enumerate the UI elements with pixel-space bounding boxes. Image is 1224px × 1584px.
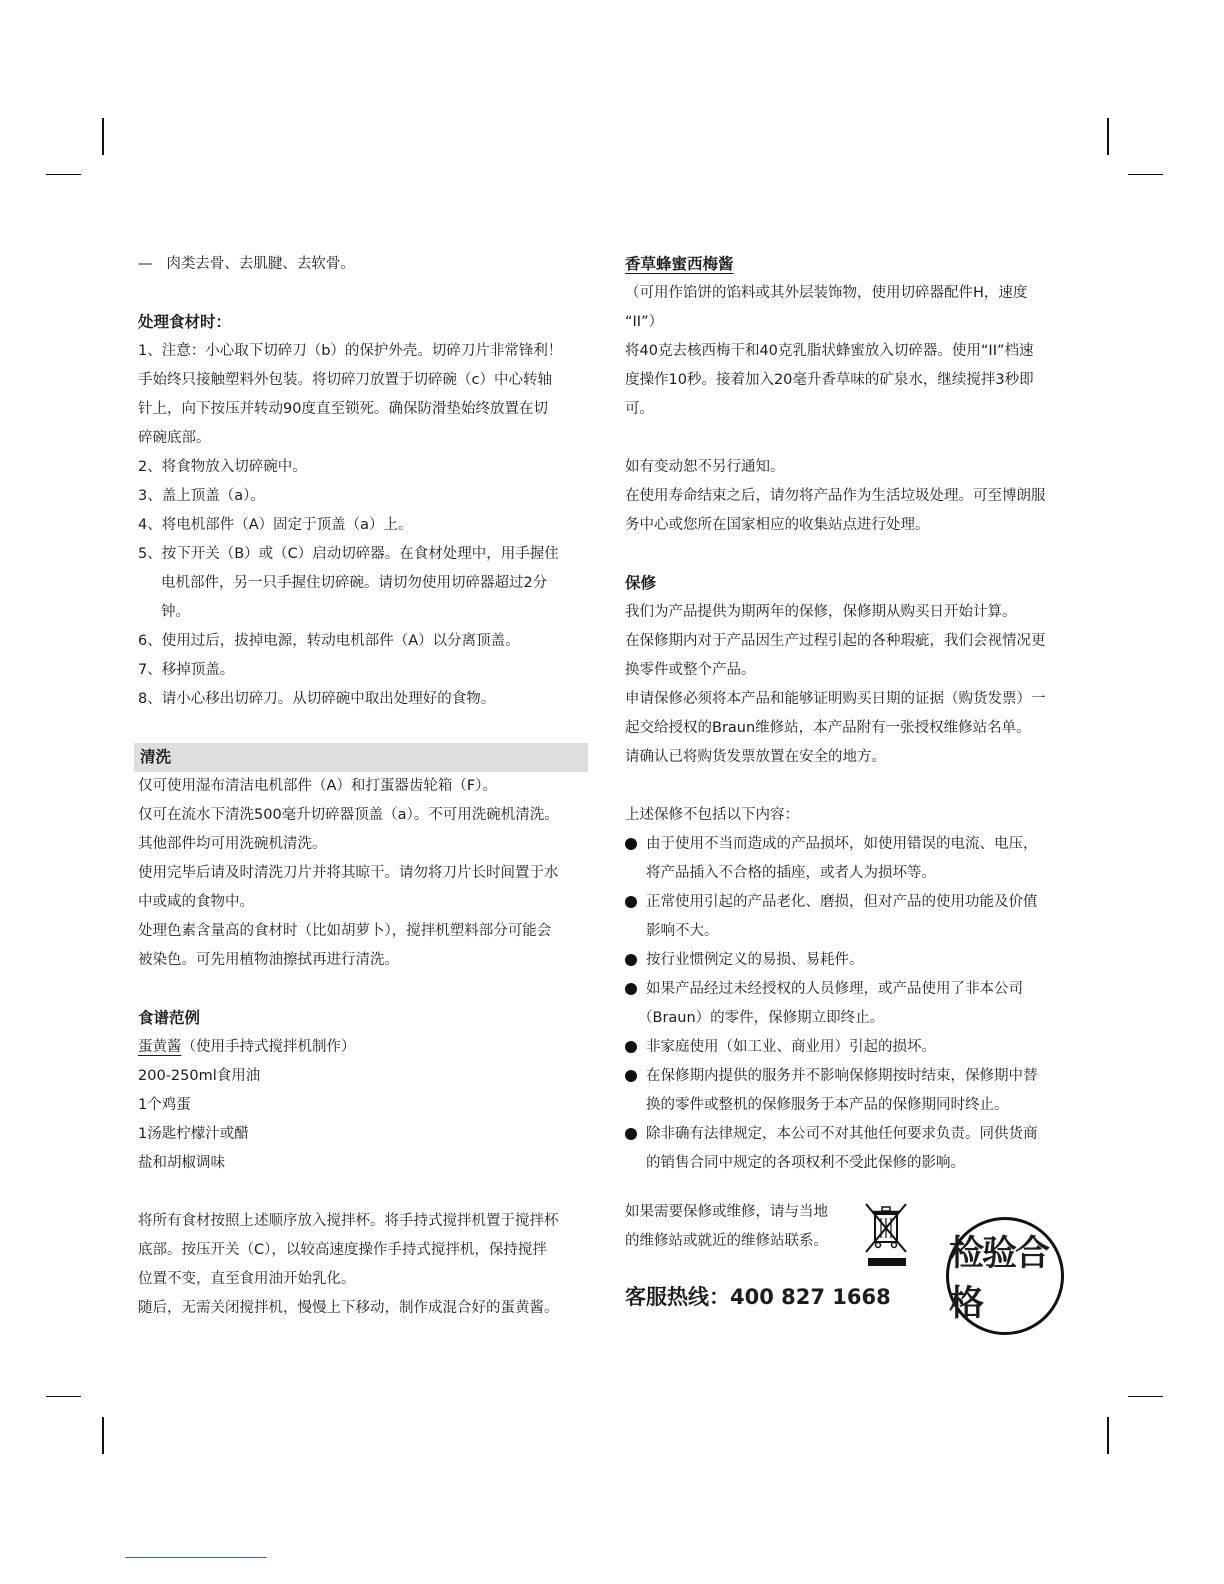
recipe2-title: 香草蜂蜜西梅酱: [625, 255, 734, 273]
recipe2-heading: [625, 250, 1080, 279]
processing-line: 5、按下开关（B）或（C）启动切碎器。在食材处理中，用手握住: [138, 546, 559, 562]
exclusion-line: （Braun）的零件，保修期立即终止。: [638, 1010, 885, 1026]
exclusion-line: 将产品插入不合格的插座，或者人为损坏等。: [646, 865, 936, 881]
bullet-icon: [625, 1070, 637, 1082]
crop-mark: [102, 118, 104, 155]
processing-line: 碎碗底部。: [138, 430, 211, 446]
warranty-line: 起交给授权的Braun维修站，本产品附有一张授权维修站名单。: [625, 720, 1031, 736]
bullet-icon: [625, 896, 637, 908]
recipe2-line: 将40克去核西梅干和40克乳脂状蜂蜜放入切碎器。使用“II”档速: [625, 343, 1034, 359]
notice-line: 务中心或您所在国家相应的收集站点进行处理。: [625, 517, 930, 533]
mayo-note: （使用手持式搅拌机制作）: [181, 1039, 356, 1055]
cleaning-line: 其他部件均可用洗碗机清洗。: [138, 836, 327, 852]
exclusion-line: 影响不大。: [646, 923, 719, 939]
cleaning-line: 使用完毕后请及时清洗刀片并将其晾干。请勿将刀片长时间置于水: [138, 865, 559, 881]
recipe2-line: （可用作馅饼的馅料或其外层装饰物，使用切碎器配件H，速度: [625, 285, 1028, 301]
crop-mark: [1128, 1396, 1163, 1397]
processing-line: 手始终只接触塑料外包装。将切碎刀放置于切碎碗（c）中心转轴: [138, 372, 552, 388]
warranty-line: 我们为产品提供为期两年的保修，保修期从购买日开始计算。: [625, 604, 1017, 620]
notice-line: 在使用寿命结束之后，请勿将产品作为生活垃圾处理。可至博朗服: [625, 488, 1046, 504]
exclusion-item: [625, 888, 1080, 946]
crop-mark: [46, 1396, 81, 1397]
inspection-stamp: [946, 1217, 1064, 1335]
exclusion-line: 除非确有法律规定，本公司不对其他任何要求负责。同供货商: [646, 1126, 1038, 1142]
hotline-label: 客服热线：: [625, 1285, 730, 1309]
recipe2-line: 可。: [625, 401, 654, 417]
processing-line: 8、请小心移出切碎刀。从切碎碗中取出处理好的食物。: [138, 691, 496, 707]
recipe2-line: “II”）: [625, 314, 664, 330]
method-line: 随后，无需关闭搅拌机，慢慢上下移动，制作成混合好的蛋黄酱。: [138, 1300, 559, 1316]
hotline: [625, 1281, 891, 1311]
cleaning-line: 仅可使用湿布清洁电机部件（A）和打蛋器齿轮箱（F）。: [138, 778, 498, 794]
service-note: [625, 1198, 865, 1256]
exclusion-item: [625, 946, 1080, 975]
right-column: [625, 250, 1080, 1178]
recipe2-line: 度操作10秒。接着加入20毫升香草味的矿泉水，继续搅拌3秒即: [625, 372, 1034, 388]
mayo-title: [138, 1033, 588, 1062]
exclusion-item: [625, 1120, 1080, 1178]
cleaning-line: 仅可在流水下清洗500毫升切碎器顶盖（a）。不可用洗碗机清洗。: [138, 807, 559, 823]
ingredient: 1个鸡蛋: [138, 1097, 191, 1113]
exclusions-intro: 上述保修不包括以下内容：: [625, 807, 799, 823]
method-line: 将所有食材按照上述顺序放入搅拌杯。将手持式搅拌机置于搅拌杯: [138, 1213, 559, 1229]
exclusion-line: 在保修期内提供的服务并不影响保修期按时结束，保修期中替: [646, 1068, 1038, 1084]
service-line: 的维修站或就近的维修站联系。: [625, 1233, 828, 1249]
bottom-rule: [125, 1557, 267, 1558]
bullet-icon: [625, 983, 637, 995]
crop-mark: [102, 1417, 104, 1454]
warranty-heading: 保修: [625, 574, 657, 592]
crop-mark: [1107, 1417, 1109, 1454]
bullet-icon: [625, 838, 637, 850]
processing-line: 2、将食物放入切碎碗中。: [138, 459, 307, 475]
notice-line: 如有变动恕不另行通知。: [625, 459, 785, 475]
processing-line: 1、注意：小心取下切碎刀（b）的保护外壳。切碎刀片非常锋利！: [138, 343, 563, 359]
processing-line: 针上，向下按压并转动90度直至锁死。确保防滑垫始终放置在切: [138, 401, 548, 417]
method-line: 位置不变，直至食用油开始乳化。: [138, 1271, 356, 1287]
exclusion-line: 由于使用不当而造成的产品损坏，如使用错误的电流、电压，: [646, 836, 1038, 852]
processing-line: 6、使用过后，拔掉电源，转动电机部件（A）以分离顶盖。: [138, 633, 520, 649]
cleaning-line: 处理色素含量高的食材时（比如胡萝卜），搅拌机塑料部分可能会: [138, 923, 552, 939]
cleaning-heading: 清洗: [134, 743, 588, 772]
exclusion-line: 的销售合同中规定的各项权利不受此保修的影响。: [646, 1155, 965, 1171]
processing-line: 7、移掉顶盖。: [138, 662, 235, 678]
exclusion-line: 按行业惯例定义的易损、易耗件。: [646, 952, 864, 968]
exclusion-item: [625, 1033, 1080, 1062]
processing-line: 电机部件，另一只手握住切碎碗。请切勿使用切碎器超过2分: [161, 575, 548, 591]
bullet-icon: [625, 1041, 637, 1053]
cleaning-line: 被染色。可先用植物油擦拭再进行清洗。: [138, 952, 399, 968]
crop-mark: [1128, 174, 1163, 175]
exclusion-item: [625, 1062, 1080, 1120]
service-line: 如果需要保修或维修，请与当地: [625, 1204, 828, 1220]
warranty-line: 在保修期内对于产品因生产过程引起的各种瑕疵，我们会视情况更: [625, 633, 1046, 649]
ingredient: 盐和胡椒调味: [138, 1155, 225, 1171]
exclusion-line: 换的零件或整机的保修服务于本产品的保修期同时终止。: [646, 1097, 1009, 1113]
exclusion-item: [625, 830, 1080, 888]
exclusion-line: 如果产品经过未经授权的人员修理，或产品使用了非本公司: [646, 981, 1023, 997]
crossed-bin-icon: [862, 1200, 910, 1270]
ingredient: 200-250ml食用油: [138, 1068, 261, 1084]
processing-heading: 处理食材时：: [138, 313, 232, 331]
processing-line: 3、盖上顶盖（a）。: [138, 488, 265, 504]
processing-line: 钟。: [161, 604, 190, 620]
left-column: [138, 250, 588, 1323]
method-line: 底部。按压开关（C），以较高速度操作手持式搅拌机，保持搅拌: [138, 1242, 547, 1258]
ingredient: 1汤匙柠檬汁或醋: [138, 1126, 249, 1142]
exclusion-line: 正常使用引起的产品老化、磨损，但对产品的使用功能及价值: [646, 894, 1038, 910]
bullet-icon: [625, 954, 637, 966]
processing-line: 4、将电机部件（A）固定于顶盖（a）上。: [138, 517, 413, 533]
exclusion-item: [625, 975, 1080, 1033]
stamp-text: 检验合格: [949, 1233, 1049, 1324]
recipe-heading: 食谱范例: [138, 1009, 201, 1027]
mayo-name: 蛋黄酱: [138, 1039, 182, 1055]
warranty-line: 换零件或整个产品。: [625, 662, 756, 678]
intro-line: — 肉类去骨、去肌腱、去软骨。: [138, 256, 355, 272]
warranty-line: 申请保修必须将本产品和能够证明购买日期的证据（购货发票）一: [625, 691, 1046, 707]
hotline-number: 400 827 1668: [730, 1285, 891, 1309]
crop-mark: [1107, 118, 1109, 155]
exclusion-line: 非家庭使用（如工业、商业用）引起的损坏。: [646, 1039, 936, 1055]
bullet-icon: [625, 1128, 637, 1140]
cleaning-line: 中或咸的食物中。: [138, 894, 254, 910]
crop-mark: [46, 174, 81, 175]
warranty-line: 请确认已将购货发票放置在安全的地方。: [625, 749, 886, 765]
